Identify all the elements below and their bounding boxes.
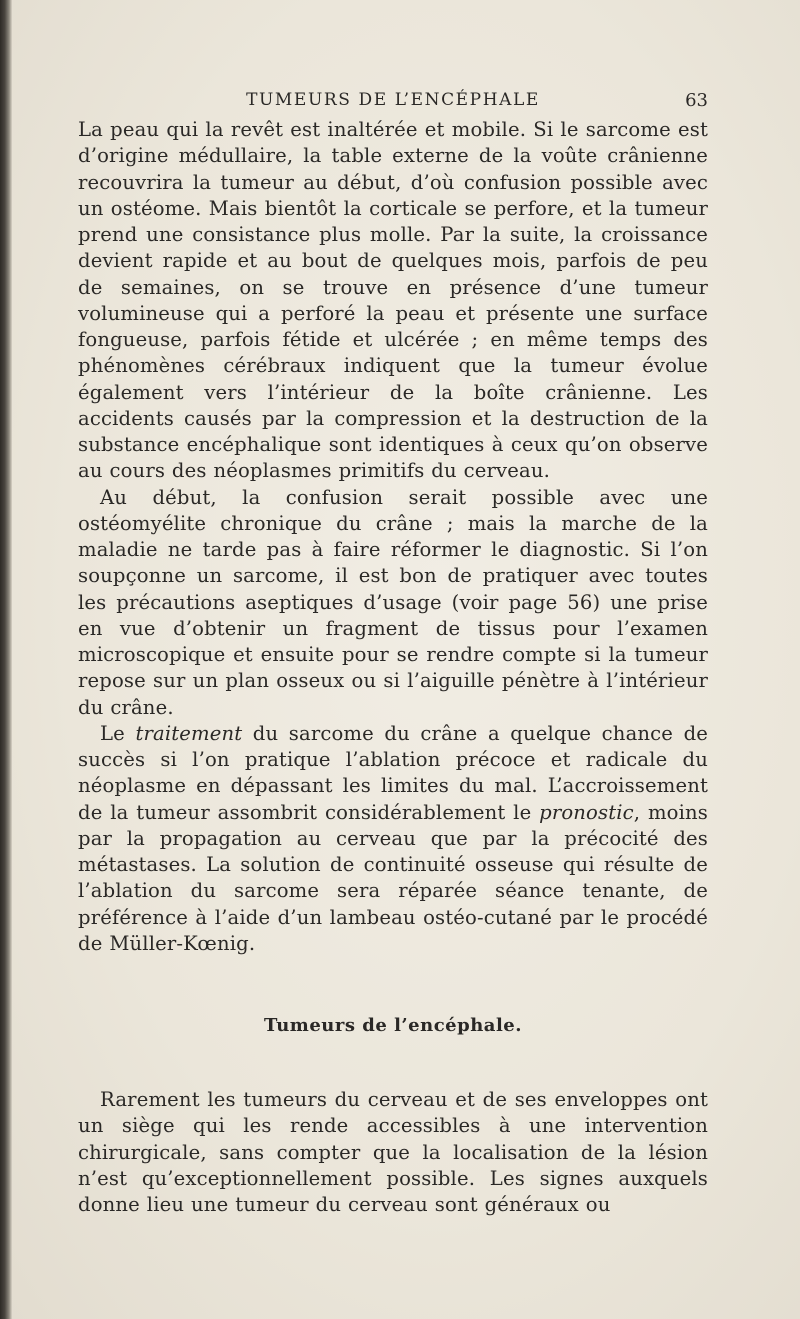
paragraph-3-end: , moins par la propagation au cerveau que par la précocité des métastases. La solution de continuité osseuse qui résulte de l’ablation du sarcome sera réparée séance tenante, de préférence à l’aide d’un lambeau ostéo-cutané par le procédé de Müller-Kœnig. bbox=[78, 800, 709, 955]
section-text bbox=[78, 1087, 708, 1218]
running-head bbox=[78, 90, 708, 116]
main-text bbox=[78, 117, 708, 957]
emphasis-traitement: traitement bbox=[135, 721, 243, 745]
book-spine-shadow bbox=[0, 0, 12, 1319]
paragraph-3-middle: du sarcome du crâne a quelque chance de succès si l’on pratique l’ablation précoce et radicale du néoplasme en dépassant les limites du mal. L’accroissement de la tumeur assombrit considérablement le bbox=[78, 721, 709, 824]
paragraph-1: La peau qui la revêt est inaltérée et mobile. Si le sarcome est d’origine médullaire, la table externe de la voûte crânienne recouvrira la tumeur au début, d’où confusion possible avec un ostéome. Mais bientôt la corticale se perfore, et la tumeur prend une consistance plus molle. Par la suite, la croissance devient rapide et au bout de quelques mois, parfois de peu de semaines, on se trouve en présence d’une tumeur volumineuse qui a perforé la peau et présente une surface fongueuse, parfois fétide et ulcérée ; en même temps des phénomènes cérébraux indiquent que la tumeur évolue également vers l’intérieur de la boîte crânienne. Les accidents causés par la compression et la destruction de la substance encéphalique sont identiques à ceux qu’on observe au cours des néoplasmes primitifs du cerveau. bbox=[78, 118, 708, 483]
paragraph-3 bbox=[78, 721, 708, 957]
section-heading: Tumeurs de l’encéphale. bbox=[263, 1015, 523, 1036]
page-number: 63 bbox=[685, 90, 708, 111]
section-paragraph-1: Rarement les tumeurs du cerveau et de ses enveloppes ont un siège qui les rende accessibles à une intervention chirurgicale, sans compter que la localisation de la lésion n’est qu’exceptionnellement possible. Les signes auxquels donne lieu une tumeur du cerveau sont généraux ou bbox=[78, 1088, 708, 1216]
paragraph-3-start: Le bbox=[100, 721, 136, 745]
paragraph-2: Au début, la confusion serait possible avec une ostéomyélite chronique du crâne ; mais la marche de la maladie ne tarde pas à faire réformer le diagnostic. Si l’on soupçonne un sarcome, il est bon de pratiquer avec toutes les précautions aseptiques d’usage (voir page 56) une prise en vue d’obtenir un fragment de tissus pour l’examen microscopique et ensuite pour se rendre compte si la tumeur repose sur un plan osseux ou si l’aiguille pénètre à l’intérieur du crâne. bbox=[78, 485, 708, 719]
emphasis-pronostic: pronostic bbox=[539, 800, 634, 824]
running-title: TUMEURS DE L’ENCÉPHALE bbox=[246, 90, 540, 110]
